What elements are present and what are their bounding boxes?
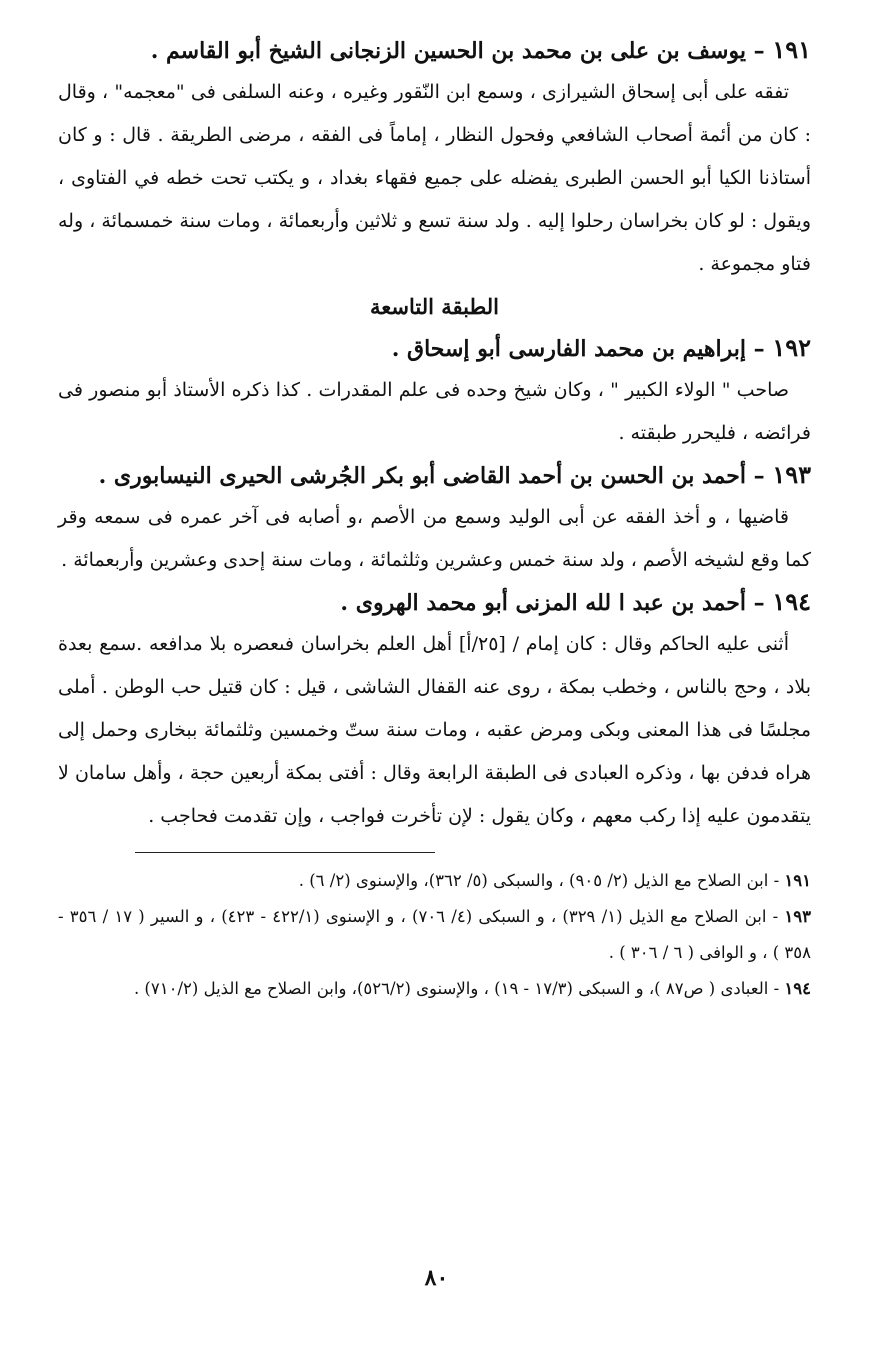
section-heading: الطبقة التاسعة	[370, 294, 499, 319]
entry-number: ١٩٤	[772, 587, 811, 616]
entry-194	[58, 582, 811, 838]
document-page	[58, 30, 811, 1356]
entry-name: إبراهيم بن محمد الفارسى أبو إسحاق .	[391, 336, 746, 362]
footnote	[58, 899, 811, 971]
footnote-number: ١٩٣	[784, 907, 811, 926]
entry-title	[58, 30, 811, 71]
entry-title	[58, 582, 811, 623]
footnote-number: ١٩٤	[784, 979, 811, 998]
footnote-text: - ابن الصلاح مع الذيل (٢/ ٩٠٥) ، والسبكى (٥/ ٣٦٢)، والإسنوى (٢/ ٦) .	[298, 871, 780, 890]
footnote-text: - العبادى ( ص٨٧ )، و السبكى (١٧/٣ - ١٩) ، والإسنوى (٥٢٦/٢)، وابن الصلاح مع الذيل (٧١٠/٢) .	[133, 979, 780, 998]
entry-body: قاضيها ، و أخذ الفقه عن أبى الوليد وسمع من الأصم ،و أصابه فى آخر عمره فى سمعه وقر كما وقع لشيخه الأصم ، ولد سنة خمس وعشرين وثلثمائة ، ومات سنة إحدى وعشرين وأربعمائة .	[58, 506, 811, 571]
entry-body: أثنى عليه الحاكم وقال : كان إمام / [٢٥/أ] أهل العلم بخراسان فىعصره بلا مدافعه .سمع بعدة بلاد ، وحج بالناس ، وخطب بمكة ، روى عنه القفال الشاشى ، قيل : كان قتيل حب الوطن . أملى مجلسًا فى هذا المعنى وبكى ومرض عقبه ، ومات سنة ستّ وخمسين وثلثمائة ببخارى وحمل إلى هراه فدفن بها ، وذكره العبادى فى الطبقة الرابعة وقال : أفتى بمكة أربعين حجة ، وأهل سامان لا يتقدمون عليه إذا ركب معهم ، وكان يقول : لإن تأخرت فواجب ، وإن تقدمت فحاجب .	[58, 633, 811, 827]
entry-192	[58, 328, 811, 455]
entry-title	[58, 455, 811, 496]
entry-number: ١٩١	[772, 35, 811, 64]
entry-191	[58, 30, 811, 286]
entry-dash: –	[745, 38, 765, 64]
footnote-separator	[135, 852, 435, 853]
entry-name: يوسف بن على بن محمد بن الحسين الزنجانى الشيخ أبو القاسم .	[150, 38, 746, 64]
footnote	[58, 971, 811, 1007]
entry-body: صاحب " الولاء الكبير " ، وكان شيخ وحده فى علم المقدرات . كذا ذكره الأستاذ أبو منصور فى فرائضه ، فليحرر طبقته .	[58, 379, 811, 444]
page-number: ٨٠	[424, 1265, 449, 1291]
footnote	[58, 863, 811, 899]
footnotes	[58, 863, 811, 1007]
footnote-text: - ابن الصلاح مع الذيل (١/ ٣٢٩) ، و السبكى (٤/ ٧٠٦) ، و الإسنوى (٤٢٢/١ - ٤٢٣) ، و السير ( ١٧ / ٣٥٦ - ٣٥٨ ) ، و الوافى ( ٦ / ٣٠٦ ) .	[58, 907, 811, 962]
entry-body: تفقه على أبى إسحاق الشيرازى ، وسمع ابن النّقور وغيره ، وعنه السلفى فى "معجمه" ، وقال : كان من أئمة أصحاب الشافعي وفحول النظار ، إماماً فى الفقه ، مرضى الطريقة . قال : و كان أستاذنا الكيا أبو الحسن الطبرى يفضله على جميع فقهاء بغداد ، و يكتب تحت خطه في الفتاوى ، ويقول : لو كان بخراسان رحلوا إليه . ولد سنة تسع و ثلاثين وأربعمائة ، ومات سنة خمسمائة ، وله فتاو مجموعة .	[58, 81, 811, 275]
entry-title	[58, 328, 811, 369]
entry-number: ١٩٣	[772, 460, 811, 489]
entry-193	[58, 455, 811, 582]
entry-name: أحمد بن عبد ا لله المزنى أبو محمد الهروى .	[340, 590, 746, 616]
entry-number: ١٩٢	[772, 333, 811, 362]
entry-dash: –	[745, 590, 765, 616]
entry-dash: –	[745, 463, 765, 489]
entry-dash: –	[745, 336, 765, 362]
entry-name: أحمد بن الحسن بن أحمد القاضى أبو بكر الجُرشى الحيرى النيسابورى .	[98, 463, 746, 489]
footnote-number: ١٩١	[784, 871, 811, 890]
